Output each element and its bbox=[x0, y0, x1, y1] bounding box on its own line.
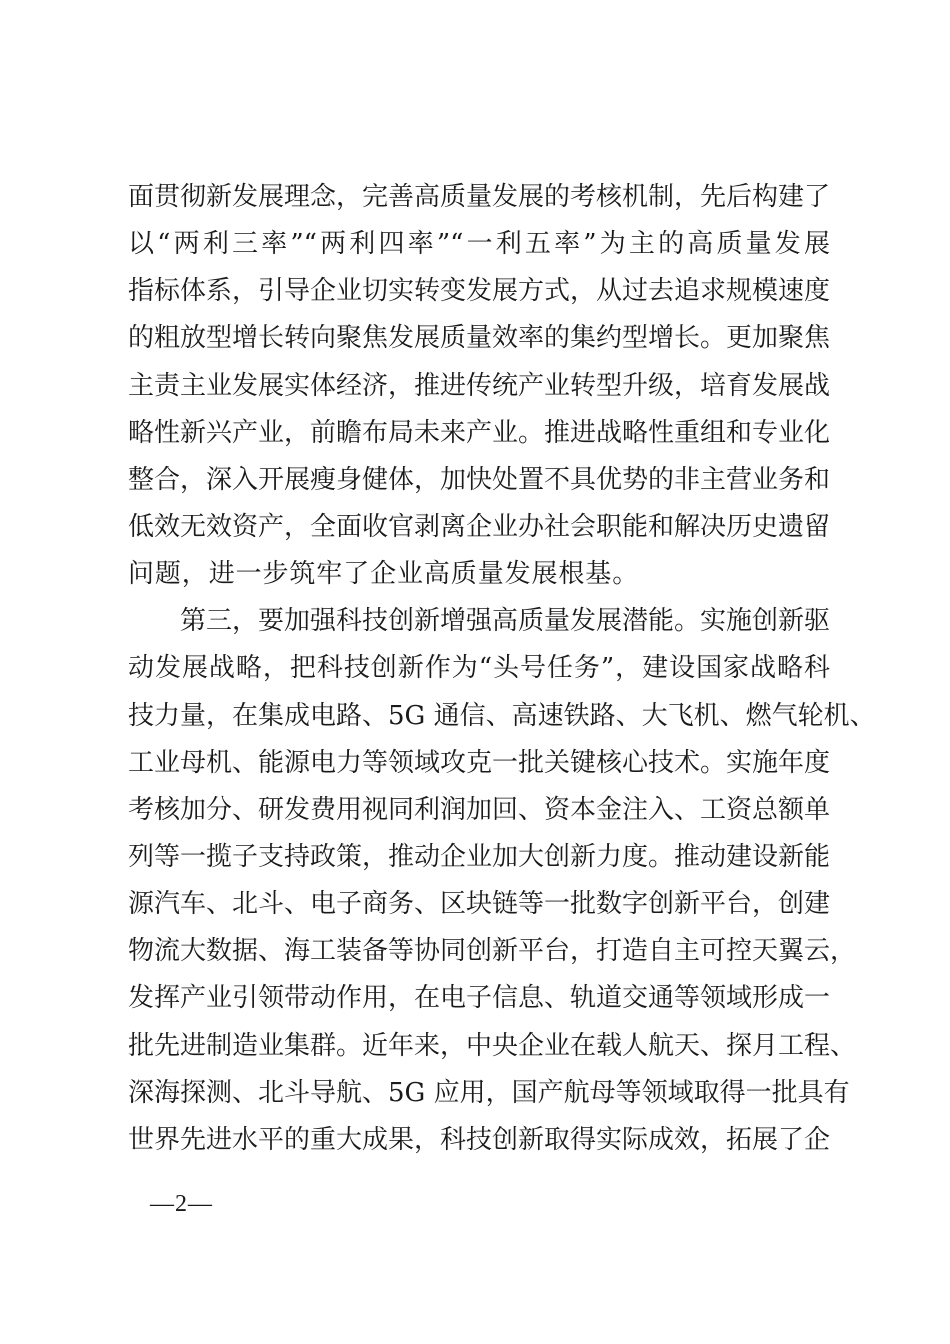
text-line: 列等一揽子支持政策，推动企业加大创新力度。推动建设新能 bbox=[128, 841, 831, 872]
paragraph-1 bbox=[128, 174, 830, 598]
document-body bbox=[128, 174, 876, 1164]
text-line: 低效无效资产，全面收官剥离企业办社会职能和解决历史遗留 bbox=[128, 511, 831, 542]
text-line: 指标体系，引导企业切实转变发展方式，从过去追求规模速度 bbox=[128, 276, 831, 307]
text-line: 深海探测、北斗导航、5G 应用，国产航母等领域取得一批具有 bbox=[128, 1077, 850, 1108]
text-line: 整合，深入开展瘦身健体，加快处置不具优势的非主营业务和 bbox=[128, 464, 831, 495]
text-line: 的粗放型增长转向聚焦发展质量效率的集约型增长。更加聚焦 bbox=[128, 323, 831, 354]
text-line: 略性新兴产业，前瞻布局未来产业。推进战略性重组和专业化 bbox=[128, 417, 831, 448]
text-line: 以“两利三率”“两利四率”“一利五率”为主的高质量发展 bbox=[128, 229, 830, 260]
text-line: 工业母机、能源电力等领域攻克一批关键核心技术。实施年度 bbox=[128, 747, 831, 778]
text-line: 主责主业发展实体经济，推进传统产业转型升级，培育发展战 bbox=[128, 370, 831, 401]
text-line: 问题，进一步筑牢了企业高质量发展根基。 bbox=[128, 559, 640, 590]
page-number: —2— bbox=[150, 1191, 213, 1217]
text-line: 考核加分、研发费用视同利润加回、资本金注入、工资总额单 bbox=[128, 794, 831, 825]
paragraph-2 bbox=[128, 598, 876, 1164]
text-line: 世界先进水平的重大成果，科技创新取得实际成效，拓展了企 bbox=[128, 1124, 831, 1155]
text-line: 技力量，在集成电路、5G 通信、高速铁路、大飞机、燃气轮机、 bbox=[128, 700, 876, 731]
text-line: 批先进制造业集群。近年来，中央企业在载人航天、探月工程、 bbox=[128, 1030, 857, 1061]
text-line: 物流大数据、海工装备等协同创新平台，打造自主可控天翼云， bbox=[128, 936, 857, 967]
text-line: 源汽车、北斗、电子商务、区块链等一批数字创新平台，创建 bbox=[128, 889, 831, 920]
text-line: 动发展战略，把科技创新作为“头号任务”，建设国家战略科 bbox=[128, 653, 830, 684]
text-line: 第三，要加强科技创新增强高质量发展潜能。实施创新驱 bbox=[128, 606, 831, 637]
text-line: 发挥产业引领带动作用，在电子信息、轨道交通等领域形成一 bbox=[128, 983, 831, 1014]
text-line: 面贯彻新发展理念，完善高质量发展的考核机制，先后构建了 bbox=[128, 182, 831, 212]
